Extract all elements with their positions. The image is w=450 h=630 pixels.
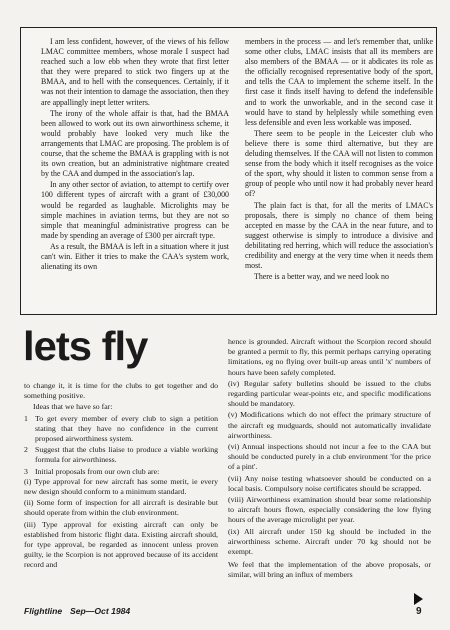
- boxed-article-continuation: [20, 27, 437, 315]
- paragraph: to change it, it is time for the clubs to get together and do something positive.: [24, 381, 218, 401]
- issue-date: Sep—Oct 1984: [70, 606, 131, 616]
- sub-item: (vi) Annual inspections should not incur a fee to the CAA but should be conducted purely in a club environment 'for the price of a pint'.: [228, 442, 431, 472]
- top-left-column: [41, 37, 229, 309]
- paragraph: As a result, the BMAA is left in a situation where it just can't win. Either it tries to make the CAA's system work, alienating its own: [41, 241, 229, 272]
- paragraph: We feel that the implementation of the above proposals, or similar, will bring an influx of members: [228, 560, 431, 580]
- list-item: [24, 445, 218, 465]
- paragraph: members in the process — and let's remember that, unlike some other clubs, LMAC insists that all its members are also members of the BMAA — or it abdicates its role as the officially recognised representative body of the sport, and tells the CAA to implement the scheme itself. In the first case it finds itself having to defend the indefensible and to work the unworkable, and in the second case it would have to stand by helplessly while something even less defensible and even less workable was imposed.: [245, 37, 433, 127]
- top-right-column: [245, 37, 433, 309]
- bottom-left-column: [24, 381, 218, 601]
- sub-item: (i) Type approval for new aircraft has some merit, ie every new design should conform to a minimum standard.: [24, 476, 218, 497]
- list-number: 2: [24, 445, 28, 455]
- paragraph: There seem to be people in the Leicester club who believe there is some third alternative, but they are deluding themselves. If the CAA will not listen to common sense from the body which it itself recognises as the voice of the sport, why should it listen to common sense from a group of people who until now it had probably never heard of?: [245, 128, 433, 199]
- paragraph: Ideas that we have so far:: [33, 402, 113, 412]
- list-text: Initial proposals from our own club are:: [35, 466, 160, 476]
- page-number: 9: [416, 606, 422, 617]
- continue-arrow-icon: [414, 593, 423, 605]
- sub-item: (viii) Airworthiness examination should bear some relationship to aircraft hours flown, especially considering the low flying hours of the average microlight per year.: [228, 495, 431, 525]
- list-number: 1: [24, 413, 28, 423]
- magazine-name: Flightline: [24, 606, 63, 616]
- sub-item: (v) Modifications which do not effect the primary structure of the aircraft eg mudguards, should not automatically invalidate airworthiness.: [228, 410, 431, 440]
- list-number: 3: [24, 466, 28, 476]
- paragraph: The irony of the whole affair is that, had the BMAA been allowed to work out its own airworthiness scheme, it would probably have looked very much like the arrangements that LMAC are proposing. The problem is of course, that the scheme the BMAA is grappling with is not its own creation, but an administrative nightmare created by the CAA and dumped in the association's lap.: [41, 108, 229, 179]
- list-item: [24, 467, 218, 477]
- sub-item: (vii) Any noise testing whatsoever should be conducted on a local basis. Compulsory noise certificates should be scrapped.: [228, 473, 431, 493]
- paragraph: hence is grounded. Aircraft without the Scorpion record should be granted a permit to fly, this permit perhaps carrying operating limitations, eg no flying over built-up areas until 'x' numbers of hours have been safely completed.: [228, 337, 431, 377]
- article-headline: lets fly: [23, 323, 148, 369]
- sub-item: (iv) Regular safety bulletins should be issued to the clubs regarding particular wear-points etc, and specific modifications should be mandatory.: [228, 378, 431, 409]
- sub-item: (ii) Some form of inspection for all aircraft is desirable but should operate from within the club environment.: [24, 498, 218, 518]
- paragraph: In any other sector of aviation, to attempt to certify over 100 different types of aircraft with a grant of £30,000 would be regarded as laughable. Microlights may be simple machines in aviation terms, but they are not so simple that meaningful administrative progress can be made by spending an average of £300 per aircraft type.: [41, 180, 229, 240]
- paragraph: There is a better way, and we need look no: [254, 272, 389, 282]
- list-text: Suggest that the clubs liaise to produce a viable working formula for airworthiness.: [35, 445, 218, 465]
- list-text: To get every member of every club to sign a petition stating that they have no confidence in the current proposed airworthiness system.: [35, 413, 218, 444]
- page-footer: [24, 606, 434, 620]
- sub-item: (iii) Type approval for existing aircraft can only be established from historic flight data. Existing aircraft should, for type approval, be regarded as innocent unless proven guilty, ie the Scorpion is not approved because of its accident record and: [24, 519, 218, 570]
- paragraph: I am less confident, however, of the views of his fellow LMAC committee members, whose morale I suspect had reached such a low ebb when they wrote that first letter that they were prepared to stick two fingers up at the BMAA, and to hell with the consequences. Certainly, if it was not their intention to damage the association, then they are appallingly inept letter writers.: [41, 37, 229, 107]
- paragraph: The plain fact is that, for all the merits of LMAC's proposals, there is simply no chance of them being accepted en masse by the CAA in the near future, and to suggest otherwise is simply to introduce a divisive and debilitating red herring, which will reduce the association's credibility and energy at the very time when it needs them most.: [245, 200, 433, 271]
- bottom-right-column: [228, 337, 431, 599]
- sub-item: (ix) All aircraft under 150 kg should be included in the airworthiness scheme. Aircraft under 70 kg should not be exempt.: [228, 526, 431, 557]
- list-item: [24, 414, 218, 445]
